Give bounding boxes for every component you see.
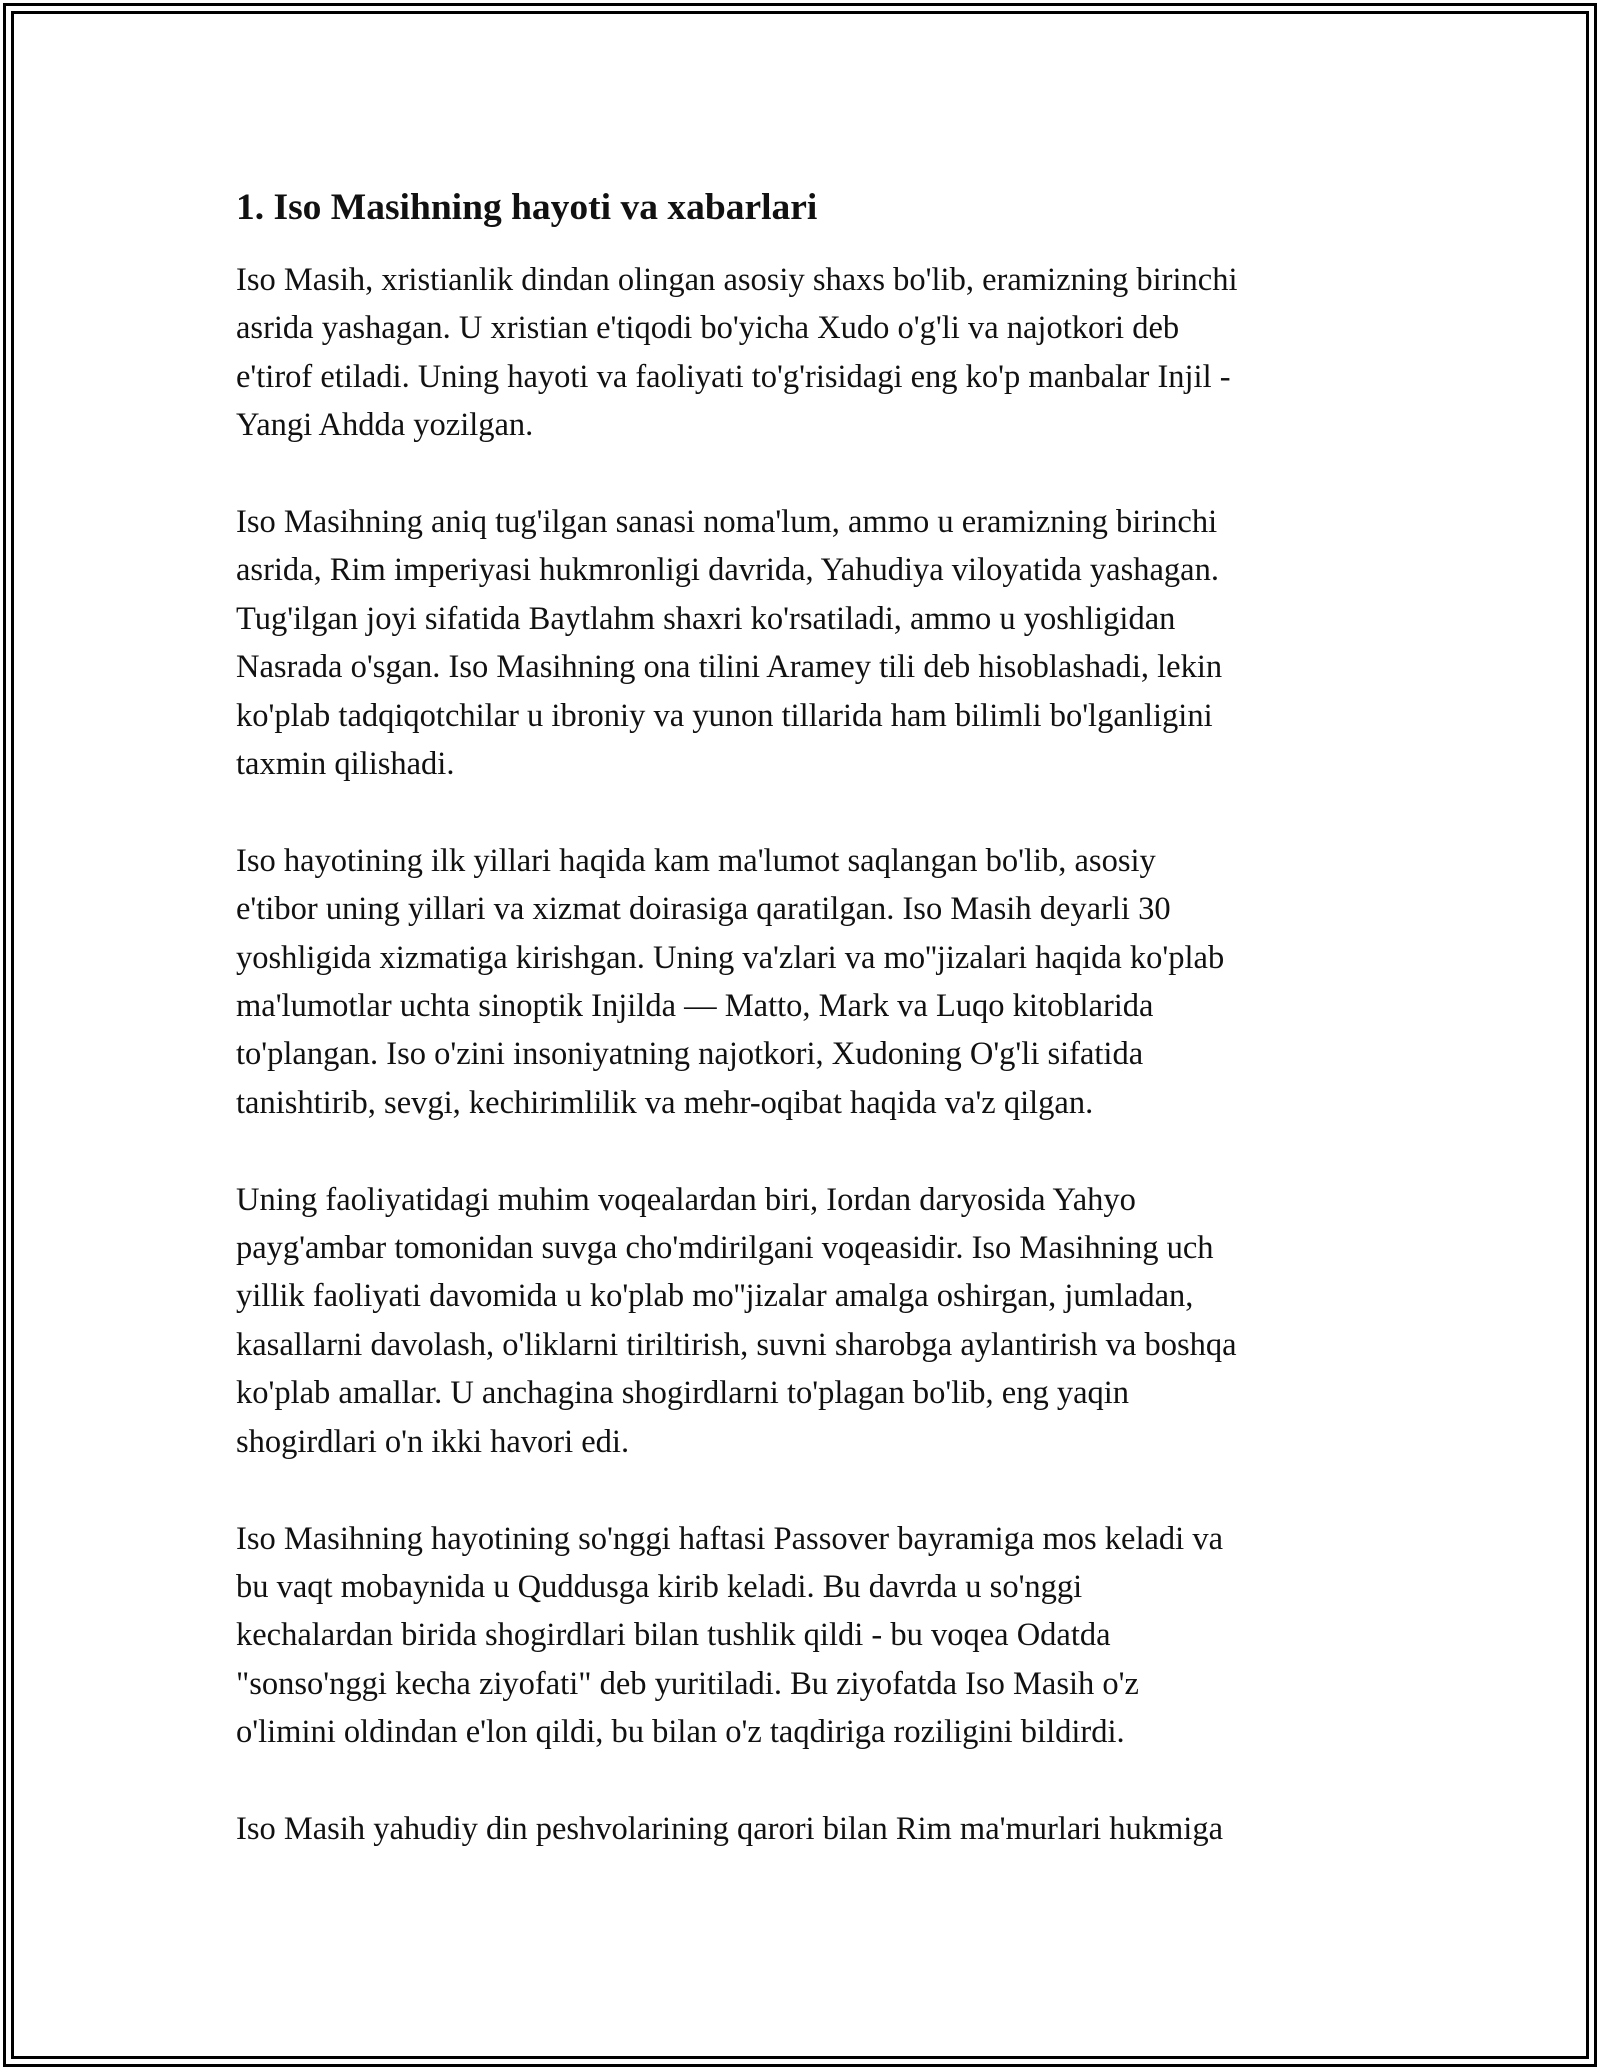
paragraph-line: Iso Masihning aniq tug'ilgan sanasi noma'lum, ammo u eramizning birinchi xyxy=(236,504,1218,541)
paragraph-line: Tug'ilgan joyi sifatida Baytlahm shaxri ko'rsatiladi, ammo u yoshligidan xyxy=(236,600,1176,637)
paragraph-line: e'tibor uning yillari va xizmat doirasiga qaratilgan. Iso Masih deyarli 30 xyxy=(236,891,1171,928)
section-heading: 1. Iso Masihning hayoti va xabarlari xyxy=(236,187,818,228)
paragraph-line: to'plangan. Iso o'zini insoniyatning najotkori, Xudoning O'g'li sifatida xyxy=(236,1036,1144,1073)
paragraph-line: taxmin qilishadi. xyxy=(236,746,455,783)
paragraph-line: tanishtirib, sevgi, kechirimlilik va mehr-oqibat haqida va'z qilgan. xyxy=(236,1084,1094,1121)
paragraph-line: Iso Masih, xristianlik dindan olingan asosiy shaxs bo'lib, eramizning birinchi xyxy=(236,262,1238,298)
body-paragraph xyxy=(236,256,1386,450)
document-body xyxy=(236,184,1386,1902)
paragraph-line: Iso Masih yahudiy din peshvolarining qarori bilan Rim ma'murlari hukmiga xyxy=(236,1810,1224,1847)
paragraph-line: o'limini oldindan e'lon qildi, bu bilan o'z taqdiriga roziligini bildirdi. xyxy=(236,1714,1125,1751)
body-paragraph xyxy=(236,1515,1386,1757)
paragraph-line: Nasrada o'sgan. Iso Masihning ona tilini Aramey tili deb hisoblashadi, lekin xyxy=(236,649,1223,686)
paragraph-line: asrida, Rim imperiyasi hukmronligi davrida, Yahudiya viloyatida yashagan. xyxy=(236,552,1219,589)
body-paragraph xyxy=(236,1176,1386,1466)
paragraph-line: asrida yashagan. U xristian e'tiqodi bo'yicha Xudo o'g'li va najotkori deb xyxy=(236,310,1180,347)
paragraph-line: ma'lumotlar uchta sinoptik Injilda — Matto, Mark va Luqo kitoblarida xyxy=(236,988,1154,1025)
paragraph-line: Yangi Ahdda yozilgan. xyxy=(236,407,534,444)
paragraph-line: Iso hayotining ilk yillari haqida kam ma'lumot saqlangan bo'lib, asosiy xyxy=(236,842,1156,879)
paragraph-line: "sonso'nggi kecha ziyofati" deb yuritiladi. Bu ziyofatda Iso Masih o'z xyxy=(236,1665,1139,1702)
paragraph-line: Uning faoliyatidagi muhim voqealardan biri, Iordan daryosida Yahyo xyxy=(236,1181,1136,1218)
paragraph-list xyxy=(236,256,1386,1853)
paragraph-line: kechalardan birida shogirdlari bilan tushlik qildi - bu voqea Odatda xyxy=(236,1617,1111,1654)
body-paragraph xyxy=(236,1805,1386,1853)
paragraph-line: shogirdlari o'n ikki havori edi. xyxy=(236,1423,630,1460)
body-paragraph xyxy=(236,837,1386,1127)
paragraph-line: ko'plab tadqiqotchilar u ibroniy va yunon tillarida ham bilimli bo'lganligini xyxy=(236,697,1213,734)
paragraph-line: yoshligida xizmatiga kirishgan. Uning va'zlari va mo''jizalari haqida ko'plab xyxy=(236,939,1225,976)
paragraph-line: yillik faoliyati davomida u ko'plab mo''jizalar amalga oshirgan, jumladan, xyxy=(236,1278,1194,1315)
paragraph-line: kasallarni davolash, o'liklarni tiriltirish, suvni sharobga aylantirish va boshqa xyxy=(236,1326,1237,1363)
paragraph-line: e'tirof etiladi. Uning hayoti va faoliyati to'g'risidagi eng ko'p manbalar Injil - xyxy=(236,358,1231,395)
paragraph-line: bu vaqt mobaynida u Quddusga kirib keladi. Bu davrda u so'nggi xyxy=(236,1568,1083,1605)
paragraph-line: ko'plab amallar. U anchagina shogirdlarni to'plagan bo'lib, eng yaqin xyxy=(236,1375,1130,1412)
paragraph-line: payg'ambar tomonidan suvga cho'mdirilgani voqeasidir. Iso Masihning uch xyxy=(236,1230,1214,1267)
body-paragraph xyxy=(236,498,1386,788)
paragraph-line: Iso Masihning hayotining so'nggi haftasi Passover bayramiga mos keladi va xyxy=(236,1520,1224,1557)
